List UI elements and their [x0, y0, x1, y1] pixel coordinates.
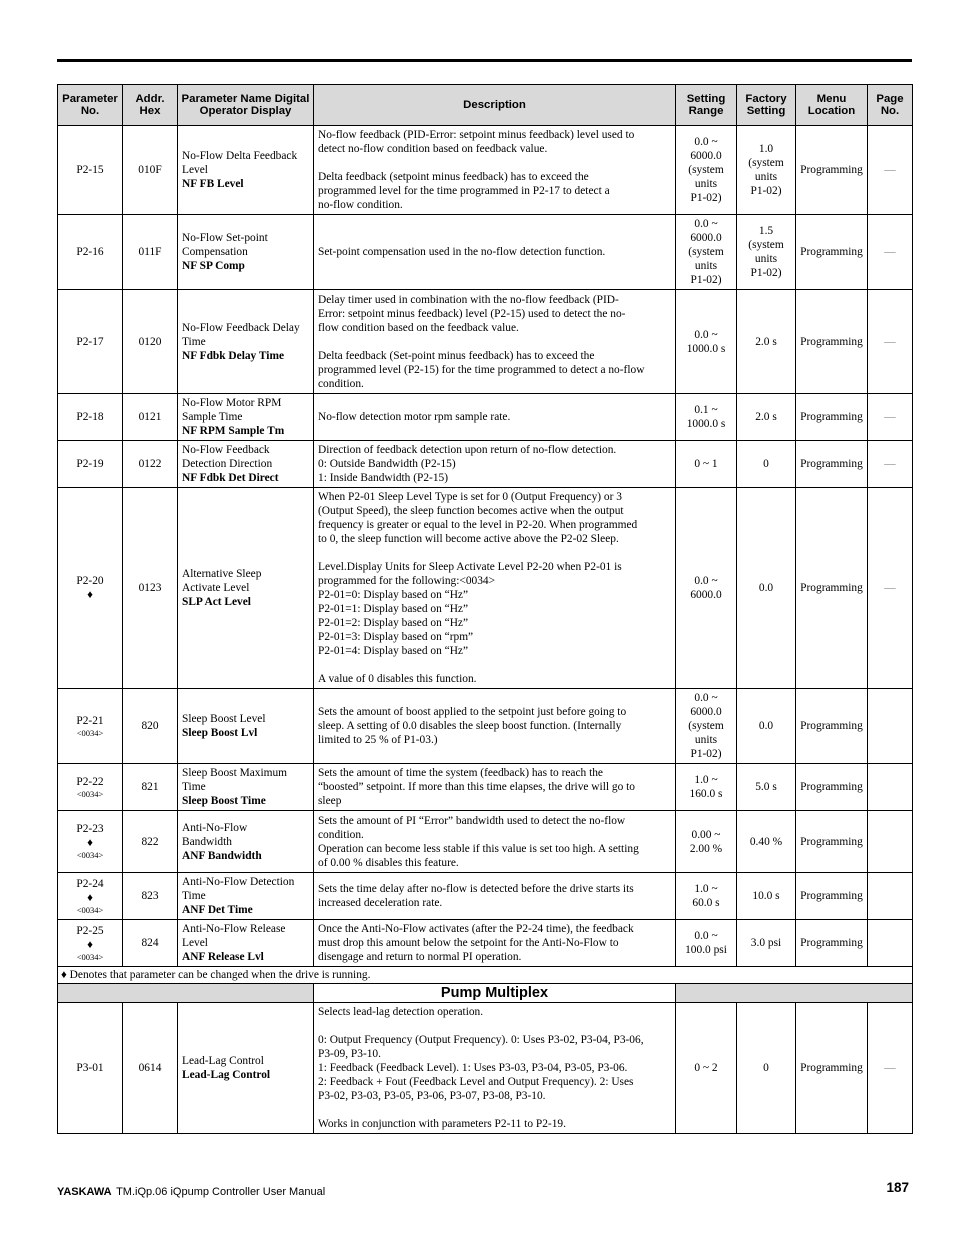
table-row: [58, 764, 913, 811]
addr-hex: 010F: [123, 126, 178, 215]
running-change-mark: ♦: [87, 938, 93, 951]
menu-location: Programming: [796, 811, 868, 873]
operator-display: NF FB Level: [182, 178, 244, 190]
setting-range-cell: [676, 126, 737, 215]
description-line: Operation can become less stable if this value is set too high. A setting: [318, 842, 639, 855]
menu-location: Programming: [796, 394, 868, 441]
header-param-name: Parameter Name Digital Operator Display: [178, 85, 314, 126]
param-name-line: Anti-No-Flow Detection: [182, 876, 295, 888]
header-description: Description: [314, 85, 676, 126]
setting-range-line: 0.0 ~: [694, 575, 718, 587]
description-line: No-flow feedback (PID-Error: setpoint minus feedback) level used to: [318, 129, 635, 141]
factory-setting-cell: [737, 764, 796, 811]
description-cell: [314, 1003, 676, 1134]
description-line: [318, 1103, 671, 1117]
header-addr-hex: Addr. Hex: [123, 85, 178, 126]
setting-range-line: 6000.0: [690, 232, 722, 244]
description-line: sleep: [318, 795, 342, 807]
footer-brand: YASKAWA: [57, 1186, 112, 1198]
param-name-cell: [178, 811, 314, 873]
description-line: P3-02, P3-03, P3-05, P3-06, P3-07, P3-08, P3-10.: [318, 1090, 546, 1102]
page-no: —: [868, 290, 913, 394]
param-name-line: Alternative Sleep: [182, 568, 262, 580]
param-no: P2-25: [76, 924, 104, 937]
setting-range-line: units: [694, 734, 718, 746]
param-name-cell: [178, 126, 314, 215]
addr-hex: 0122: [123, 441, 178, 488]
table-row: [58, 394, 913, 441]
setting-range-line: 0 ~ 1: [694, 458, 718, 470]
note-row: [58, 967, 913, 984]
description-cell: [314, 126, 676, 215]
running-change-mark: ♦: [87, 589, 93, 601]
addr-hex: 823: [123, 873, 178, 920]
param-name-line: Level: [182, 937, 208, 949]
addr-hex: 822: [123, 811, 178, 873]
factory-setting-cell: [737, 488, 796, 689]
table-row: [58, 441, 913, 488]
factory-setting-line: 0.0: [758, 720, 774, 732]
param-name-line: Time: [182, 890, 206, 902]
param-name-cell: [178, 873, 314, 920]
param-no-cell: [58, 441, 123, 488]
param-no-cell: [58, 764, 123, 811]
description-cell: [314, 290, 676, 394]
factory-setting-line: 5.0 s: [755, 781, 777, 793]
description-line: A value of 0 disables this function.: [318, 673, 477, 685]
operator-display: Sleep Boost Time: [182, 795, 266, 807]
page-footer: [57, 1182, 912, 1200]
description-cell: [314, 873, 676, 920]
menu-location: Programming: [796, 290, 868, 394]
description-line: no-flow condition.: [318, 199, 403, 211]
setting-range-line: units: [694, 178, 718, 190]
setting-range-line: P1-02): [690, 274, 722, 286]
page-no: [868, 811, 913, 873]
parameter-table: [57, 84, 913, 1134]
factory-setting-line: 0.0: [758, 582, 774, 594]
setting-range-line: 0.0 ~: [694, 328, 718, 341]
description-line: Sets the amount of boost applied to the setpoint just before going to: [318, 706, 627, 718]
param-code: <0034>: [76, 951, 104, 962]
description-line: P3-09, P3-10.: [318, 1048, 381, 1060]
setting-range-line: 1000.0 s: [686, 418, 726, 430]
param-name-line: No-Flow Feedback Delay: [182, 321, 300, 334]
description-line: Set-point compensation used in the no-flow detection function.: [318, 246, 606, 258]
menu-location: Programming: [796, 764, 868, 811]
factory-setting-line: 0: [763, 458, 769, 470]
running-change-mark: ♦: [87, 891, 93, 904]
factory-setting-line: units: [754, 253, 778, 265]
param-name-cell: [178, 394, 314, 441]
setting-range-line: (system: [688, 720, 724, 732]
table-row: [58, 215, 913, 290]
description-line: 2: Feedback + Fout (Feedback Level and Output Frequency). 2: Uses: [318, 1076, 634, 1088]
description-line: Selects lead-lag detection operation.: [318, 1006, 484, 1018]
description-line: [318, 1019, 671, 1033]
setting-range-line: 2.00 %: [689, 842, 723, 855]
param-name-cell: [178, 764, 314, 811]
factory-setting-line: units: [754, 171, 778, 183]
menu-location: Programming: [796, 920, 868, 967]
setting-range-cell: [676, 394, 737, 441]
setting-range-cell: [676, 441, 737, 488]
factory-setting-line: 10.0 s: [752, 890, 780, 902]
param-name-line: No-Flow Delta Feedback: [182, 150, 298, 162]
description-line: condition.: [318, 377, 364, 390]
setting-range-line: 0.00 ~: [691, 828, 721, 841]
header-param-no: Parameter No.: [58, 85, 123, 126]
param-no-cell: [58, 126, 123, 215]
description-line: Error: setpoint minus feedback) level (P2-15) used to detect the no-: [318, 307, 626, 320]
param-no-cell: [58, 689, 123, 764]
param-no: P2-16: [76, 246, 104, 258]
param-code: <0034>: [76, 727, 104, 738]
menu-location: Programming: [796, 126, 868, 215]
param-no-cell: [58, 873, 123, 920]
page-number: 187: [886, 1180, 909, 1195]
header-factory-setting: Factory Setting: [737, 85, 796, 126]
description-cell: [314, 764, 676, 811]
setting-range-cell: [676, 215, 737, 290]
param-name-cell: [178, 920, 314, 967]
description-line: [318, 335, 671, 349]
description-line: 1: Inside Bandwidth (P2-15): [318, 472, 449, 484]
factory-setting-line: (system: [748, 157, 784, 169]
param-no-cell: [58, 290, 123, 394]
operator-display: ANF Release Lvl: [182, 951, 264, 963]
menu-location: Programming: [796, 1003, 868, 1134]
addr-hex: 0121: [123, 394, 178, 441]
table-header-row: [58, 85, 913, 126]
addr-hex: 824: [123, 920, 178, 967]
operator-display: ANF Bandwidth: [182, 849, 262, 862]
description-line: When P2-01 Sleep Level Type is set for 0 (Output Frequency) or 3: [318, 491, 622, 503]
page-no: —: [868, 488, 913, 689]
page-no: —: [868, 441, 913, 488]
description-line: disengage and return to normal PI operation.: [318, 951, 522, 963]
description-line: No-flow detection motor rpm sample rate.: [318, 411, 511, 423]
factory-setting-line: P1-02): [750, 185, 782, 197]
factory-setting-cell: [737, 394, 796, 441]
description-line: programmed level for the time programmed in P2-17 to detect a: [318, 185, 610, 197]
description-line: programmed for the following:<0034>: [318, 575, 496, 587]
param-name-line: No-Flow Feedback: [182, 444, 270, 456]
factory-setting-cell: [737, 1003, 796, 1134]
param-name-line: Sleep Boost Level: [182, 713, 266, 725]
section-shade-right: [676, 984, 913, 1003]
description-line: P2-01=2: Display based on “Hz”: [318, 617, 469, 629]
description-line: Level.Display Units for Sleep Activate Level P2-20 when P2-01 is: [318, 561, 622, 573]
menu-location: Programming: [796, 873, 868, 920]
header-page-no: Page No.: [868, 85, 913, 126]
operator-display: NF Fdbk Delay Time: [182, 349, 284, 362]
description-cell: [314, 488, 676, 689]
table-row: [58, 488, 913, 689]
page-no: —: [868, 394, 913, 441]
addr-hex: 0123: [123, 488, 178, 689]
description-line: Direction of feedback detection upon return of no-flow detection.: [318, 444, 617, 456]
running-change-note: ♦ Denotes that parameter can be changed when the drive is running.: [58, 967, 913, 984]
setting-range-line: 6000.0: [690, 589, 722, 601]
factory-setting-line: (system: [748, 239, 784, 251]
description-line: Works in conjunction with parameters P2-11 to P2-19.: [318, 1118, 566, 1130]
pump-multiplex-rows: [58, 1003, 913, 1134]
operator-display: NF SP Comp: [182, 260, 245, 272]
table-row: [58, 689, 913, 764]
description-line: “boosted” setpoint. If more than this time elapses, the drive will go to: [318, 781, 635, 793]
table-row: [58, 920, 913, 967]
description-line: Delta feedback (setpoint minus feedback) has to exceed the: [318, 171, 589, 183]
description-line: must drop this amount below the setpoint for the Anti-No-Flow to: [318, 937, 619, 949]
param-name-cell: [178, 488, 314, 689]
table-row: [58, 290, 913, 394]
factory-setting-cell: [737, 811, 796, 873]
setting-range-line: 100.0 psi: [685, 944, 727, 956]
description-line: of 0.00 % disables this feature.: [318, 856, 459, 869]
setting-range-line: 0 ~ 2: [694, 1062, 718, 1074]
factory-setting-line: 2.0 s: [755, 335, 777, 348]
param-name-cell: [178, 689, 314, 764]
setting-range-line: units: [694, 260, 718, 272]
section-header-row: [58, 984, 913, 1003]
param-name-line: No-Flow Set-point: [182, 232, 268, 244]
param-no: P2-20: [76, 575, 104, 587]
description-cell: [314, 689, 676, 764]
param-name-cell: [178, 290, 314, 394]
param-name-line: No-Flow Motor RPM: [182, 397, 282, 409]
description-line: 1: Feedback (Feedback Level). 1: Uses P3-03, P3-04, P3-05, P3-06.: [318, 1062, 628, 1074]
description-line: [318, 546, 671, 560]
description-line: 0: Outside Bandwidth (P2-15): [318, 458, 456, 470]
description-line: condition.: [318, 828, 364, 841]
operator-display: NF RPM Sample Tm: [182, 425, 285, 437]
factory-setting-cell: [737, 290, 796, 394]
description-line: P2-01=4: Display based on “Hz”: [318, 645, 469, 657]
parameter-rows: [58, 126, 913, 967]
param-name-cell: [178, 441, 314, 488]
param-code: <0034>: [76, 904, 104, 915]
description-line: (Output Speed), the sleep function becomes active when the output: [318, 505, 624, 517]
addr-hex: 820: [123, 689, 178, 764]
param-name-line: Level: [182, 164, 208, 176]
param-name-line: Sample Time: [182, 411, 243, 423]
operator-display: Sleep Boost Lvl: [182, 727, 258, 739]
factory-setting-line: 0.40 %: [749, 835, 783, 848]
setting-range-cell: [676, 764, 737, 811]
factory-setting-cell: [737, 215, 796, 290]
section-title: Pump Multiplex: [314, 984, 676, 1003]
param-no-cell: [58, 488, 123, 689]
param-no-cell: [58, 394, 123, 441]
factory-setting-cell: [737, 126, 796, 215]
setting-range-cell: [676, 290, 737, 394]
param-no: P3-01: [76, 1062, 104, 1074]
page-no: —: [868, 126, 913, 215]
param-name-line: Bandwidth: [182, 835, 232, 848]
param-no-cell: [58, 920, 123, 967]
param-no: P2-17: [76, 335, 104, 348]
description-line: P2-01=0: Display based on “Hz”: [318, 589, 469, 601]
table-tail: [58, 967, 913, 1003]
setting-range-line: P1-02): [690, 192, 722, 204]
setting-range-cell: [676, 873, 737, 920]
addr-hex: 0614: [123, 1003, 178, 1134]
setting-range-line: 1.0 ~: [694, 774, 718, 786]
setting-range-cell: [676, 920, 737, 967]
description-line: increased deceleration rate.: [318, 897, 443, 909]
description-cell: [314, 215, 676, 290]
addr-hex: 0120: [123, 290, 178, 394]
setting-range-line: 6000.0: [690, 150, 722, 162]
param-no: P2-22: [76, 775, 104, 788]
operator-display: SLP Act Level: [182, 596, 251, 608]
setting-range-line: 1000.0 s: [686, 342, 726, 355]
page-no: [868, 873, 913, 920]
param-name-cell: [178, 1003, 314, 1134]
param-no-cell: [58, 811, 123, 873]
setting-range-line: 160.0 s: [689, 788, 723, 800]
page-no: —: [868, 1003, 913, 1134]
param-name-cell: [178, 215, 314, 290]
param-name-line: Time: [182, 781, 206, 793]
operator-display: NF Fdbk Det Direct: [182, 472, 279, 484]
description-line: sleep. A setting of 0.0 disables the sleep boost function. (Internally: [318, 720, 622, 732]
factory-setting-cell: [737, 920, 796, 967]
factory-setting-line: 0: [763, 1062, 769, 1074]
table-row: [58, 873, 913, 920]
setting-range-line: 0.1 ~: [694, 404, 718, 416]
addr-hex: 011F: [123, 215, 178, 290]
setting-range-line: 60.0 s: [692, 897, 720, 909]
factory-setting-cell: [737, 873, 796, 920]
description-line: frequency is greater or equal to the level in P2-20. When programmed: [318, 519, 638, 531]
setting-range-line: 6000.0: [690, 706, 722, 718]
description-line: P2-01=1: Display based on “Hz”: [318, 603, 469, 615]
description-line: programmed level (P2-15) for the time programmed to detect a no-flow: [318, 363, 645, 376]
param-name-line: Sleep Boost Maximum: [182, 767, 288, 779]
description-line: limited to 25 % of P1-03.): [318, 734, 438, 746]
setting-range-cell: [676, 811, 737, 873]
header-setting-range: Setting Range: [676, 85, 737, 126]
param-name-line: Anti-No-Flow Release: [182, 923, 286, 935]
table-row: [58, 126, 913, 215]
setting-range-line: 0.0 ~: [694, 692, 718, 704]
description-line: Delay timer used in combination with the no-flow feedback (PID-: [318, 293, 619, 306]
setting-range-line: P1-02): [690, 748, 722, 760]
page-no: —: [868, 215, 913, 290]
description-line: [318, 156, 671, 170]
description-line: Sets the time delay after no-flow is detected before the drive starts its: [318, 883, 634, 895]
description-line: Once the Anti-No-Flow activates (after the P2-24 time), the feedback: [318, 923, 634, 935]
menu-location: Programming: [796, 689, 868, 764]
factory-setting-cell: [737, 441, 796, 488]
param-name-line: Compensation: [182, 246, 248, 258]
param-name-line: Activate Level: [182, 582, 250, 594]
description-line: Delta feedback (Set-point minus feedback) has to exceed the: [318, 349, 595, 362]
description-line: [318, 658, 671, 672]
setting-range-cell: [676, 488, 737, 689]
param-no: P2-21: [76, 714, 104, 727]
factory-setting-line: 1.5: [758, 225, 774, 237]
header-menu-location: Menu Location: [796, 85, 868, 126]
description-line: 0: Output Frequency (Output Frequency). 0: Uses P3-02, P3-04, P3-06,: [318, 1034, 644, 1046]
param-no: P2-19: [76, 458, 104, 470]
setting-range-line: 0.0 ~: [694, 218, 718, 230]
table-row: [58, 811, 913, 873]
operator-display: ANF Det Time: [182, 904, 253, 916]
factory-setting-line: P1-02): [750, 267, 782, 279]
setting-range-line: 0.0 ~: [694, 930, 718, 942]
page-no: [868, 920, 913, 967]
param-name-line: Detection Direction: [182, 458, 273, 470]
setting-range-cell: [676, 1003, 737, 1134]
menu-location: Programming: [796, 441, 868, 488]
description-cell: [314, 441, 676, 488]
description-line: P2-01=3: Display based on “rpm”: [318, 631, 474, 643]
param-no: P2-18: [76, 411, 104, 423]
description-line: Sets the amount of PI “Error” bandwidth used to detect the no-flow: [318, 814, 626, 827]
param-name-line: Lead-Lag Control: [182, 1055, 264, 1067]
addr-hex: 821: [123, 764, 178, 811]
description-line: detect no-flow condition based on feedback value.: [318, 143, 548, 155]
description-cell: [314, 394, 676, 441]
param-no: P2-23: [76, 823, 104, 835]
param-no: P2-15: [76, 164, 104, 176]
top-rule: [57, 59, 912, 62]
param-code: <0034>: [76, 788, 104, 799]
description-line: to 0, the sleep function will become active above the P2-02 Sleep.: [318, 533, 619, 545]
param-no-cell: [58, 215, 123, 290]
factory-setting-line: 1.0: [758, 143, 774, 155]
operator-display: Lead-Lag Control: [182, 1069, 271, 1081]
param-no-cell: [58, 1003, 123, 1134]
param-name-line: Time: [182, 335, 206, 348]
description-line: flow condition based on the feedback value.: [318, 321, 519, 334]
running-change-mark: ♦: [87, 837, 93, 849]
factory-setting-line: 3.0 psi: [750, 937, 782, 949]
page-no: [868, 764, 913, 811]
setting-range-line: 0.0 ~: [694, 136, 718, 148]
factory-setting-line: 2.0 s: [755, 411, 777, 423]
setting-range-cell: [676, 689, 737, 764]
param-no: P2-24: [76, 877, 104, 890]
page-no: [868, 689, 913, 764]
factory-setting-cell: [737, 689, 796, 764]
footer-doc-title: TM.iQp.06 iQpump Controller User Manual: [116, 1186, 326, 1198]
description-cell: [314, 811, 676, 873]
description-line: Sets the amount of time the system (feedback) has to reach the: [318, 767, 603, 779]
description-cell: [314, 920, 676, 967]
section-shade-left: [58, 984, 314, 1003]
menu-location: Programming: [796, 215, 868, 290]
setting-range-line: (system: [688, 246, 724, 258]
table-row: [58, 1003, 913, 1134]
setting-range-line: 1.0 ~: [694, 883, 718, 895]
param-name-line: Anti-No-Flow: [182, 821, 248, 834]
menu-location: Programming: [796, 488, 868, 689]
setting-range-line: (system: [688, 164, 724, 176]
param-code: <0034>: [76, 850, 104, 860]
